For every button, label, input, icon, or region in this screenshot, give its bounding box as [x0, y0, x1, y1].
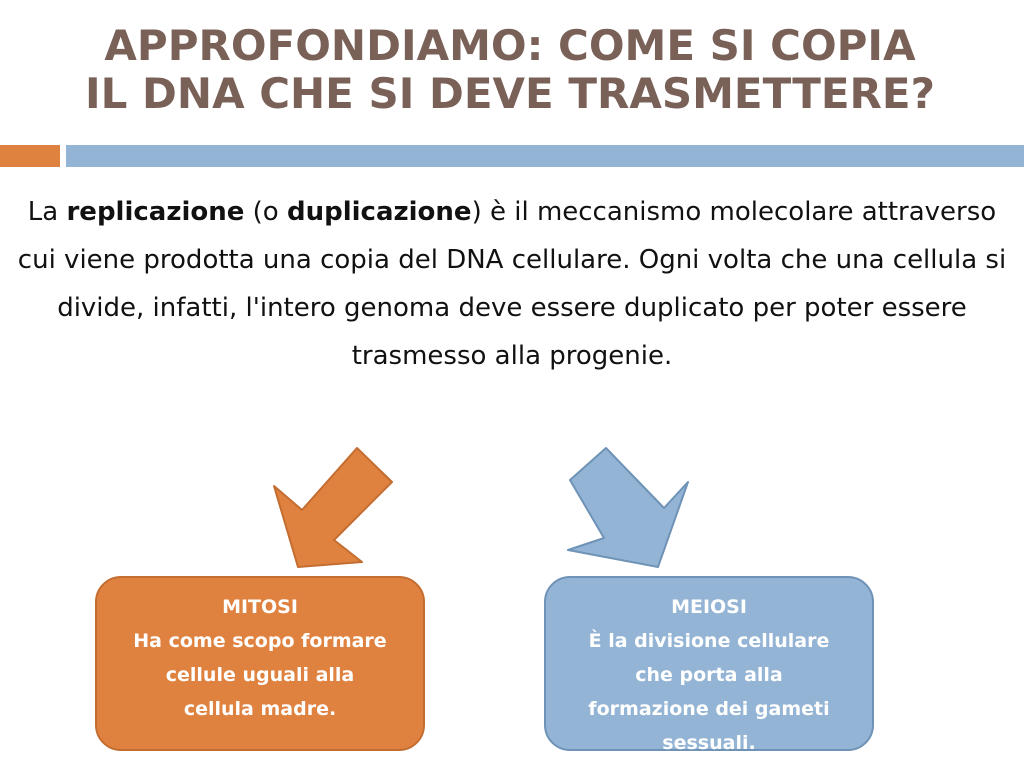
- term-duplicazione: duplicazione: [286, 197, 472, 227]
- body-text-2: (o: [244, 197, 287, 227]
- slide-title: [60, 22, 960, 118]
- arrow-down-left-icon: [262, 440, 412, 580]
- mitosi-line: Ha come scopo formare: [133, 630, 387, 652]
- mitosi-line: cellule uguali alla: [165, 664, 355, 686]
- mitosi-heading: MITOSI: [222, 596, 298, 618]
- meiosi-heading: MEIOSI: [671, 596, 747, 618]
- meiosi-line: che porta alla: [635, 664, 783, 686]
- body-text-1: La: [27, 197, 67, 227]
- mitosi-line: cellula madre.: [183, 698, 337, 720]
- meiosi-line: sessuali.: [662, 732, 756, 754]
- body-text-3: ) è il meccanismo molecolare attraverso cui viene prodotta una copia del DNA cellulare. Ogni volta che una cellula si divide, infatti, l'intero genoma deve essere duplicato per poter essere trasmesso alla progenie.: [17, 197, 1007, 371]
- meiosi-line: È la divisione cellulare: [588, 630, 830, 652]
- body-paragraph: [10, 188, 1014, 380]
- meiosi-box: [544, 576, 874, 754]
- title-line-1: APPROFONDIAMO: COME SI COPIA: [104, 21, 916, 70]
- mitosi-box: [95, 576, 425, 751]
- accent-bar-blue: [66, 145, 1024, 167]
- title-line-2: IL DNA CHE SI DEVE TRASMETTERE?: [85, 69, 935, 118]
- term-replicazione: replicazione: [66, 197, 245, 227]
- accent-bar-orange: [0, 145, 60, 167]
- meiosi-line: formazione dei gameti: [588, 698, 830, 720]
- arrow-down-right-icon: [560, 440, 710, 580]
